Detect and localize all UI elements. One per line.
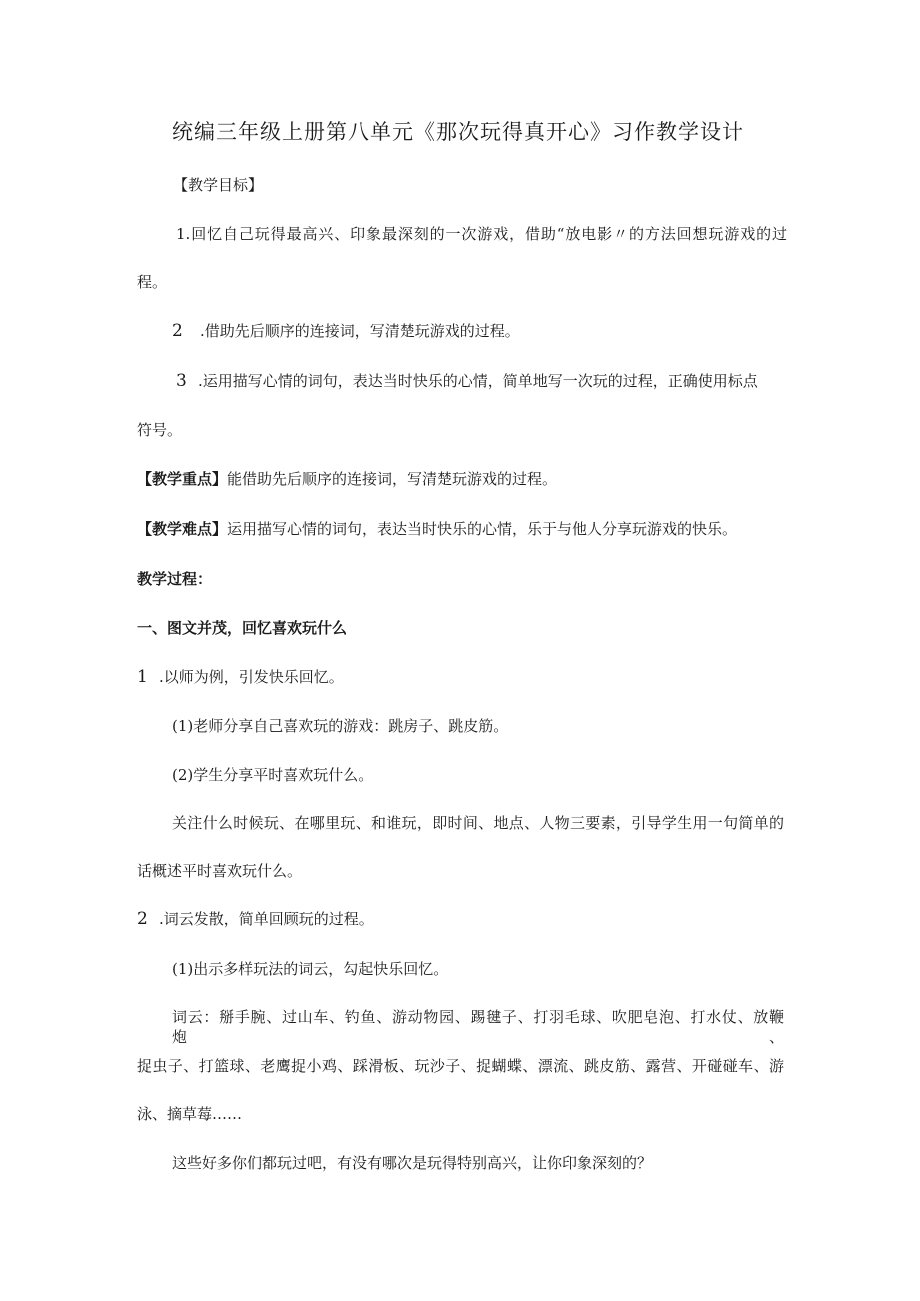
step-1-text: .以师为例，引发快乐回忆。 [159, 668, 344, 686]
section-1-heading: 一、图文并茂，回忆喜欢玩什么 [137, 619, 348, 637]
objective-2-text: .借助先后顺序的连接词，写清楚玩游戏的过程。 [200, 322, 520, 340]
word-cloud-line-3: 泳、摘草莓…… [137, 1105, 243, 1123]
step-1-sub-2: (2)学生分享平时喜欢玩什么。 [172, 766, 374, 784]
difficulty-text: 运用描写心情的词句，表达当时快乐的心情，乐于与他人分享玩游戏的快乐。 [227, 520, 738, 538]
objective-3-number: 3 [176, 371, 187, 391]
process-heading: 教学过程： [137, 570, 213, 588]
objective-3-line-1 [176, 371, 787, 391]
step-2-sub-1: (1)出示多样玩法的词云，勾起快乐回忆。 [172, 960, 449, 978]
key-point-text: 能借助先后顺序的连接词，写清楚玩游戏的过程。 [227, 470, 558, 488]
key-point [137, 469, 557, 489]
document-title: 统编三年级上册第八单元《那次玩得真开心》习作教学设计 [172, 120, 744, 144]
step-1-note-line-1: 关注什么时候玩、在哪里玩、和谁玩，即时间、地点、人物三要素，引导学生用一句简单的 [172, 814, 784, 832]
key-point-label: 【教学重点】 [137, 470, 228, 488]
step-1-note-line-2: 话概述平时喜欢玩什么。 [137, 862, 303, 880]
closing-question: 这些好多你们都玩过吧，有没有哪次是玩得特别高兴，让你印象深刻的？ [172, 1154, 653, 1172]
objective-3-line-2: 符号。 [137, 421, 183, 439]
step-2 [137, 909, 374, 929]
objective-3-text: .运用描写心情的词句，表达当时快乐的心情，简单地写一次玩的过程，正确使用标点 [198, 372, 758, 390]
step-1-number: 1 [137, 667, 148, 687]
objective-2 [172, 321, 520, 341]
objective-2-number: 2 [172, 321, 183, 341]
objective-1-line-2: 程。 [137, 273, 168, 291]
step-1 [137, 667, 344, 687]
objectives-heading: 【教学目标】 [173, 176, 264, 194]
objective-1-line-1: 1.回忆自己玩得最高兴、印象最深刻的一次游戏，借助“放电影〃的方法回想玩游戏的过 [176, 225, 787, 243]
word-cloud-line-1: 词云：掰手腕、过山车、钓鱼、游动物园、踢毽子、打羽毛球、吹肥皂泡、打水仗、放鞭炮、 [172, 1008, 784, 1046]
step-2-number: 2 [137, 909, 148, 929]
difficulty-label: 【教学难点】 [137, 520, 228, 538]
word-cloud-line-2: 捉虫子、打篮球、老鹰捉小鸡、踩滑板、玩沙子、捉蝴蝶、漂流、跳皮筋、露营、开碰碰车、游 [137, 1057, 784, 1075]
difficulty [137, 519, 737, 539]
step-2-text: .词云发散，简单回顾玩的过程。 [159, 910, 374, 928]
step-1-sub-1: (1)老师分享自己喜欢玩的游戏：跳房子、跳皮筋。 [172, 717, 509, 735]
